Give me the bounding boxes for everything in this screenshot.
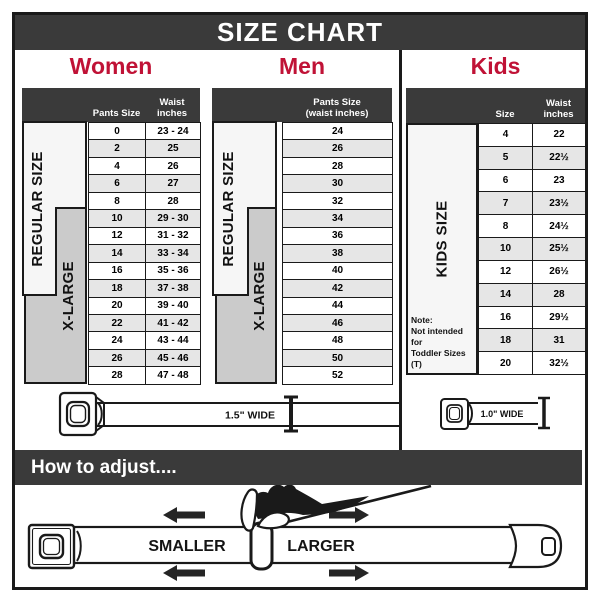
table-cell: 23 - 24	[146, 123, 201, 140]
page-title: SIZE CHART	[217, 17, 383, 47]
table-cell: 26	[146, 157, 201, 174]
kids-belt-width-label: 1.0" WIDE	[480, 409, 524, 419]
table-cell: 48	[283, 332, 393, 349]
adjust-buckle-button-inner	[44, 539, 60, 555]
table-row	[283, 210, 393, 227]
table-cell: 29 - 30	[146, 210, 201, 227]
table-cell: 30	[283, 175, 393, 192]
kids-belt-illustration	[430, 390, 565, 438]
table-cell: 40	[283, 262, 393, 279]
table-cell: 35 - 36	[146, 262, 201, 279]
adjustment-illustration	[15, 485, 582, 585]
table-row	[479, 283, 586, 306]
kids-size-column-header: Size	[495, 108, 515, 120]
arrow-right-bottom-icon	[329, 565, 369, 581]
table-cell: 24½	[533, 215, 586, 238]
table-row	[283, 123, 393, 140]
kids-size-table	[406, 88, 585, 375]
table-row	[89, 314, 201, 331]
size-chart-title-bar	[15, 15, 585, 50]
kids-note-line2: Not intended for	[411, 325, 463, 347]
how-to-adjust-title: How to adjust....	[31, 457, 177, 478]
table-row	[283, 367, 393, 385]
table-row	[479, 192, 586, 215]
table-cell: 25	[146, 140, 201, 157]
women-size-grid	[88, 122, 201, 385]
adult-belt-illustration	[25, 388, 400, 444]
table-cell: 23½	[533, 192, 586, 215]
table-cell: 28	[146, 192, 201, 209]
table-cell: 28	[283, 157, 393, 174]
table-cell: 22	[533, 124, 586, 147]
table-row	[89, 175, 201, 192]
table-row	[283, 262, 393, 279]
table-cell: 34	[283, 210, 393, 227]
women-regular-size-label: REGULAR SIZE	[29, 151, 46, 267]
table-cell: 38	[283, 245, 393, 262]
kids-note	[411, 315, 476, 370]
table-cell: 22	[89, 314, 146, 331]
kids-note-line1: Note:	[411, 314, 433, 325]
table-cell: 44	[283, 297, 393, 314]
women-waist-header-line2: inches	[156, 107, 188, 119]
table-cell: 50	[283, 349, 393, 366]
kids-seatbelt-buckle-icon	[441, 399, 472, 429]
table-cell: 36	[283, 227, 393, 244]
table-row	[89, 297, 201, 314]
table-cell: 52	[283, 367, 393, 385]
table-cell: 41 - 42	[146, 314, 201, 331]
larger-label: LARGER	[287, 538, 355, 555]
kids-note-line3: Toddler Sizes (T)	[411, 347, 466, 369]
table-cell: 32	[283, 192, 393, 209]
adjust-belt-tail-icon	[510, 525, 561, 567]
men-section-heading: Men	[279, 53, 325, 79]
men-xlarge-label: X-LARGE	[251, 261, 268, 331]
men-pants-size-column-header	[282, 98, 392, 119]
table-row	[283, 349, 393, 366]
kids-size-label: KIDS SIZE	[433, 200, 451, 278]
women-size-range-labels	[22, 88, 88, 385]
index-finger	[241, 490, 257, 531]
men-size-grid	[282, 122, 393, 385]
kids-waist-column-header	[532, 99, 585, 120]
women-pants-size-column-header: Pants Size	[92, 107, 141, 119]
table-row	[283, 157, 393, 174]
table-cell: 27	[146, 175, 201, 192]
table-cell: 8	[479, 215, 533, 238]
kids-table-header	[406, 88, 585, 123]
table-row	[89, 210, 201, 227]
table-cell: 26	[89, 349, 146, 366]
table-cell: 18	[479, 329, 533, 352]
table-cell: 29½	[533, 306, 586, 329]
table-cell: 5	[479, 146, 533, 169]
table-cell: 22½	[533, 146, 586, 169]
table-row	[89, 367, 201, 385]
women-xlarge-label: X-LARGE	[60, 261, 77, 331]
table-row	[89, 332, 201, 349]
table-cell: 12	[479, 260, 533, 283]
table-row	[89, 157, 201, 174]
table-row	[89, 245, 201, 262]
table-cell: 28	[89, 367, 146, 385]
table-cell: 39 - 40	[146, 297, 201, 314]
table-cell: 24	[283, 123, 393, 140]
table-cell: 33 - 34	[146, 245, 201, 262]
kids-waist-header-line1: Waist	[546, 98, 571, 109]
kids-buckle-button-inner	[450, 408, 460, 420]
women-size-table	[22, 88, 200, 385]
table-cell: 31	[533, 329, 586, 352]
table-row	[283, 297, 393, 314]
table-cell: 20	[89, 297, 146, 314]
table-cell: 2	[89, 140, 146, 157]
table-row	[89, 140, 201, 157]
table-row	[283, 175, 393, 192]
table-cell: 43 - 44	[146, 332, 201, 349]
kids-size-grid	[478, 123, 586, 375]
table-row	[89, 280, 201, 297]
table-row	[283, 140, 393, 157]
table-cell: 14	[89, 245, 146, 262]
table-row	[479, 215, 586, 238]
table-row	[283, 314, 393, 331]
table-cell: 31 - 32	[146, 227, 201, 244]
table-cell: 20	[479, 352, 533, 375]
table-cell: 26½	[533, 260, 586, 283]
table-cell: 6	[89, 175, 146, 192]
table-row	[479, 306, 586, 329]
table-cell: 8	[89, 192, 146, 209]
kids-size-label-box	[406, 123, 478, 375]
table-cell: 37 - 38	[146, 280, 201, 297]
kids-width-measure-icon	[538, 398, 550, 428]
table-row	[479, 238, 586, 261]
table-cell: 25½	[533, 238, 586, 261]
table-cell: 46	[283, 314, 393, 331]
table-cell: 47 - 48	[146, 367, 201, 385]
table-row	[283, 227, 393, 244]
men-size-range-labels	[212, 88, 282, 385]
men-header-line1: Pants Size	[313, 97, 361, 108]
men-header-line2: (waist inches)	[305, 107, 369, 119]
women-waist-header-line1: Waist	[159, 97, 185, 108]
men-regular-size-label: REGULAR SIZE	[220, 151, 237, 267]
smaller-label: SMALLER	[148, 538, 226, 555]
arrow-left-bottom-icon	[163, 565, 205, 581]
table-cell: 12	[89, 227, 146, 244]
belt-slider-icon	[251, 523, 272, 569]
table-row	[479, 329, 586, 352]
table-cell: 24	[89, 332, 146, 349]
table-row	[479, 169, 586, 192]
table-cell: 42	[283, 280, 393, 297]
adjust-tail-hole	[542, 538, 555, 555]
table-cell: 28	[533, 283, 586, 306]
table-row	[89, 227, 201, 244]
adult-buckle-button-inner	[71, 406, 86, 423]
table-row	[89, 262, 201, 279]
table-row	[89, 349, 201, 366]
table-row	[479, 124, 586, 147]
table-row	[283, 192, 393, 209]
women-waist-column-header	[145, 98, 199, 119]
table-cell: 26	[283, 140, 393, 157]
table-cell: 0	[89, 123, 146, 140]
table-row	[479, 352, 586, 375]
arrow-left-top-icon	[163, 507, 205, 523]
table-cell: 32½	[533, 352, 586, 375]
table-cell: 6	[479, 169, 533, 192]
kids-section-heading: Kids	[470, 53, 521, 79]
table-cell: 18	[89, 280, 146, 297]
table-cell: 7	[479, 192, 533, 215]
women-section-heading: Women	[69, 53, 153, 79]
table-cell: 45 - 46	[146, 349, 201, 366]
table-row	[89, 123, 201, 140]
table-row	[89, 192, 201, 209]
adult-belt-width-label: 1.5" WIDE	[225, 409, 275, 422]
table-row	[283, 245, 393, 262]
table-row	[283, 332, 393, 349]
table-cell: 16	[479, 306, 533, 329]
table-row	[479, 260, 586, 283]
table-cell: 10	[89, 210, 146, 227]
adjust-buckle-icon	[29, 525, 81, 568]
how-to-adjust-bar	[15, 450, 582, 485]
table-row	[283, 280, 393, 297]
table-cell: 4	[89, 157, 146, 174]
kids-waist-header-line2: inches	[543, 108, 574, 120]
table-cell: 23	[533, 169, 586, 192]
table-cell: 4	[479, 124, 533, 147]
men-size-table	[212, 88, 392, 385]
table-cell: 16	[89, 262, 146, 279]
table-cell: 10	[479, 238, 533, 261]
hand-icon	[241, 485, 431, 531]
table-cell: 14	[479, 283, 533, 306]
table-row	[479, 146, 586, 169]
